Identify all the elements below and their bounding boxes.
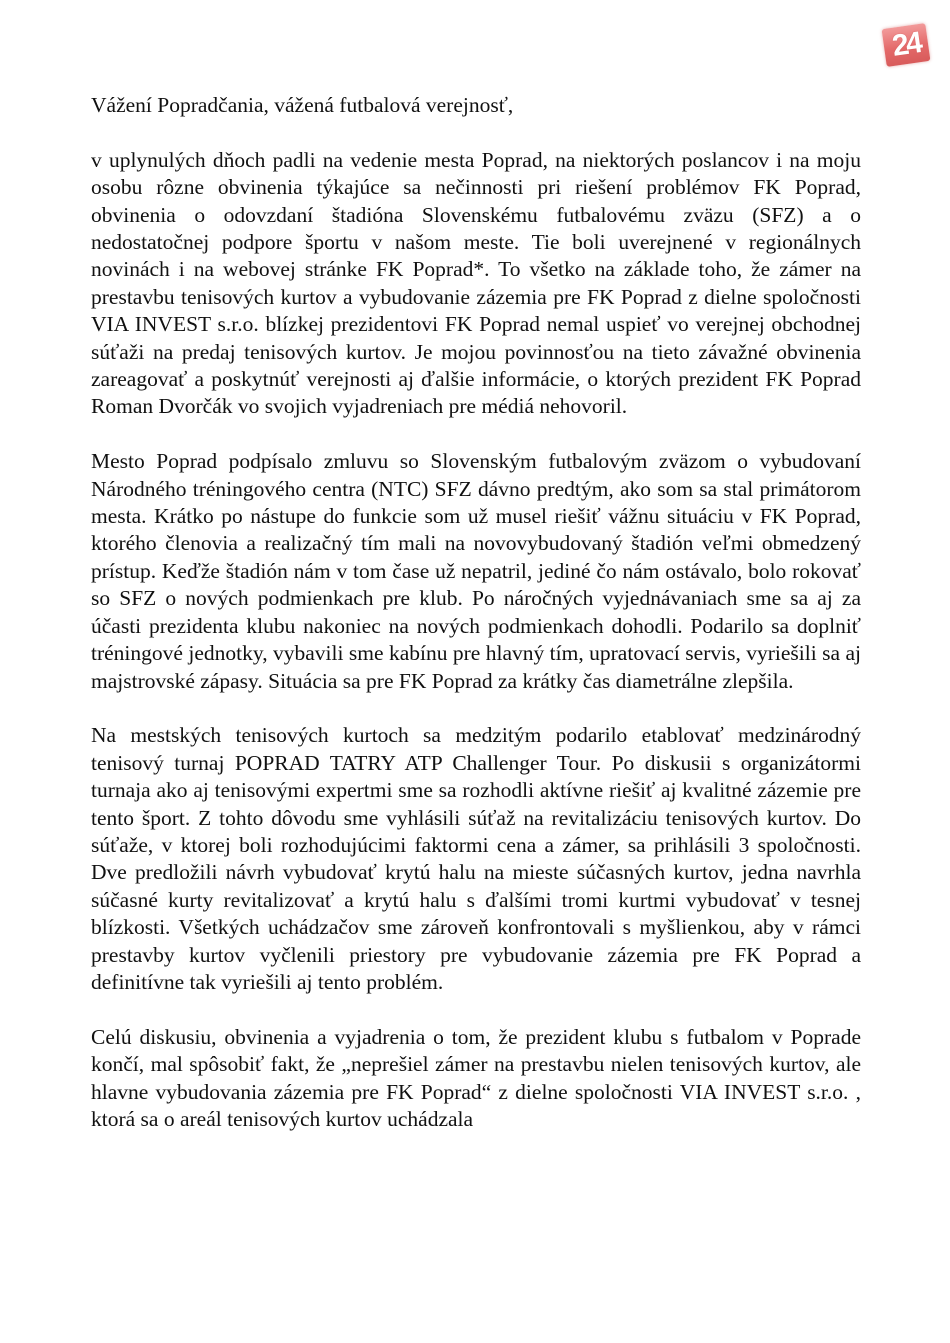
news-24-logo-icon [882,23,931,67]
paragraph-via-invest: Celú diskusiu, obvinenia a vyjadrenia o tom, že prezident klubu s futbalom v Poprade končí, mal spôsobiť fakt, že „neprešiel zámer na prestavbu nielen tenisových kurtov, ale hlavne vybudovania zázemia pre FK Poprad“ z dielne spoločnosti VIA INVEST s.r.o. , ktorá sa o areál tenisových kurtov uchádzala [91,1024,861,1131]
logo-text: 24 [890,26,922,63]
paragraph-accusations: v uplynulých dňoch padli na vedenie mesta Poprad, na niektorých poslancov i na moju osobu rôzne obvinenia týkajúce sa nečinnosti pri riešení problémov FK Poprad, obvinenia o odovzdaní štadióna Slovenskému futbalovému zväzu (SFZ) a o nedostatočnej podpore športu v našom meste. Tie boli uverejnené v regionálnych novinách i na webovej stránke FK Poprad*. To všetko na základe toho, že zámer na prestavbu tenisových kurtov a vybudovanie zázemia pre FK Poprad z dielne spoločnosti VIA INVEST s.r.o. blízkej prezidentovi FK Poprad nemal uspieť vo verejnej obchodnej súťaži na predaj tenisových kurtov. Je mojou povinnosťou na tieto závažné obvinenia zareagovať a poskytnúť verejnosti aj ďalšie informácie, o ktorých prezident FK Poprad Roman Dvorčák vo svojich vyjadreniach pre médiá nehovoril. [91,147,861,419]
salutation: Vážení Popradčania, vážená futbalová verejnosť, [91,93,514,117]
paragraph-tennis-courts: Na mestských tenisových kurtoch sa medzitým podarilo etablovať medzinárodný tenisový turnaj POPRAD TATRY ATP Challenger Tour. Po diskusii s organizátormi turnaja ako aj tenisovými expertmi sme sa rozhodli aktívne riešiť aj kvalitné zázemie pre tento šport. Z tohto dôvodu sme vyhlásili súťaž na revitalizáciu tenisových kurtov. Do súťaže, v ktorej boli rozhodujúcimi faktormi cena a zámer, sa prihlásili 3 spoločnosti. Dve predložili návrh vybudovať krytú halu na mieste súčasných kurtov, jedna navrhla súčasné kurty revitalizovať a krytú halu s ďalšími tromi kurtmi vybudovať v tesnej blízkosti. Všetkých uchádzačov sme zároveň konfrontovali s myšlienkou, aby v rámci prestavby kurtov vyčlenili priestory pre vybudovanie zázemia pre FK Poprad a definitívne tak vyriešili aj tento problém. [91,723,861,994]
paragraph-stadium-ntc: Mesto Poprad podpísalo zmluvu so Slovenským futbalovým zväzom o vybudovaní Národného tréningového centra (NTC) SFZ dávno predtým, ako som sa stal primátorom mesta. Krátko po nástupe do funkcie som už musel riešiť vážnu situáciu v FK Poprad, ktorého členovia a realizačný tím mali na novovybudovaný štadión veľmi obmedzený prístup. Keďže štadión nám v tom čase už nepatril, jediné čo nám ostávalo, bolo rokovať so SFZ o nových podmienkach pre klub. Po náročných vyjednávaniach sme sa aj za účasti prezidenta klubu nakoniec na nových podmienkach dohodli. Podarilo sa doplniť tréningové jednotky, vybavili sme kabínu pre hlavný tím, upratovací servis, vyriešili sa aj majstrovské zápasy. Situácia sa pre FK Poprad za krátky čas diametrálne zlepšila. [91,449,861,693]
letter-document [91,92,861,1161]
